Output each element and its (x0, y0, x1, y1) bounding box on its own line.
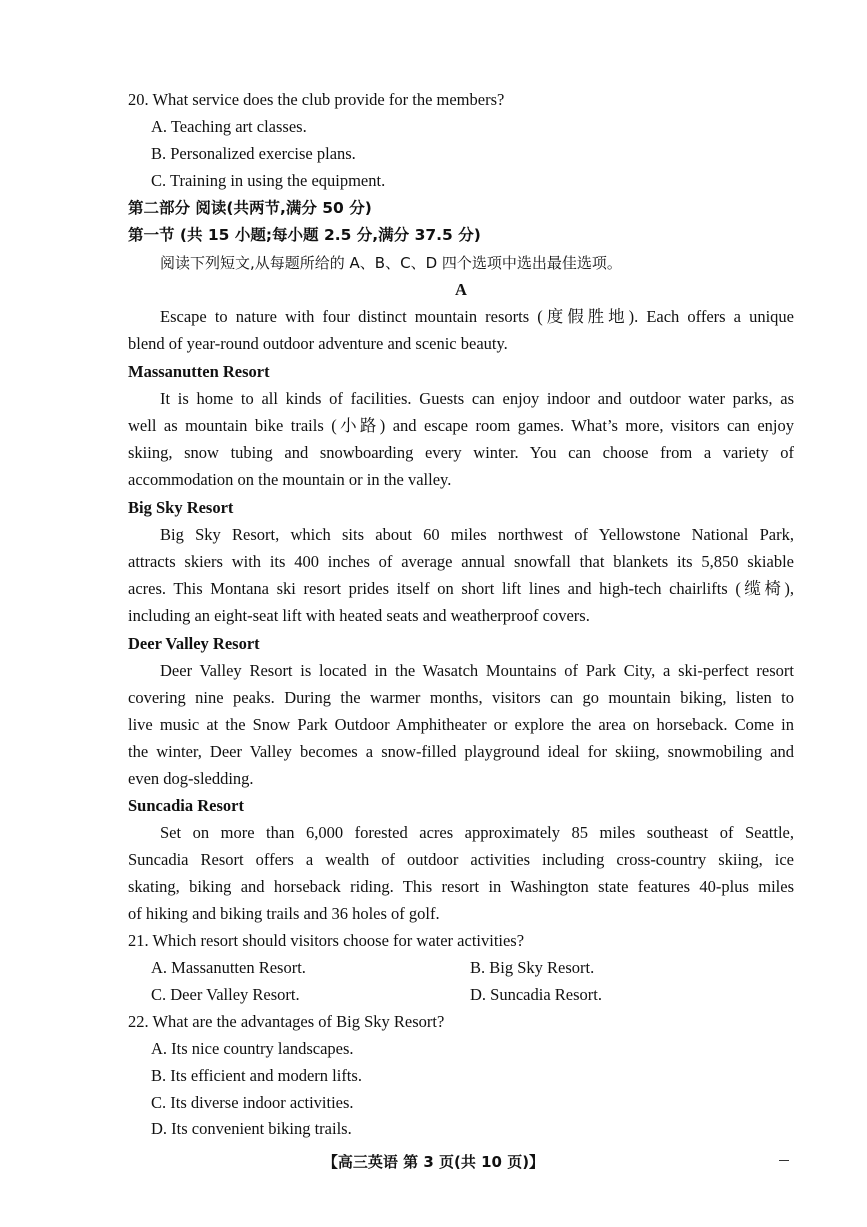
deer-valley-line-1: Deer Valley Resort is located in the Wasatch Mountains of Park City, a ski-perfect resort (160, 661, 794, 680)
big-sky-line-4: including an eight-seat lift with heated seats and weatherproof covers. (128, 606, 590, 625)
q21-option-b: B. Big Sky Resort. (470, 958, 595, 977)
big-sky-line-3: acres. This Montana ski resort prides itself on short lift lines and high-tech chairlifts (缆椅), (128, 579, 794, 598)
intro-line-2: blend of year-round outdoor adventure and scenic beauty. (128, 334, 508, 353)
massanutten-line-4: accommodation on the mountain or in the valley. (128, 470, 452, 489)
suncadia-line-3: skating, biking and horseback riding. This resort in Washington state features 40-plus miles (128, 877, 794, 896)
suncadia-line-4: of hiking and biking trails and 36 holes of golf. (128, 904, 440, 923)
passage-letter: A (455, 280, 467, 299)
q20-option-b: B. Personalized exercise plans. (151, 144, 356, 163)
part2-heading: 第二部分 阅读(共两节,满分 50 分) (128, 199, 372, 217)
deer-valley-line-2: covering nine peaks. During the warmer months, visitors can go mountain biking, listen to (128, 688, 794, 707)
suncadia-line-1: Set on more than 6,000 forested acres approximately 85 miles southeast of Seattle, (160, 823, 794, 842)
q22-option-a: A. Its nice country landscapes. (151, 1039, 354, 1058)
deer-valley-line-4: the winter, Deer Valley becomes a snow-filled playground ideal for skiing, snowmobiling and (128, 742, 794, 761)
q22-option-d: D. Its convenient biking trails. (151, 1119, 352, 1138)
q20-option-a: A. Teaching art classes. (151, 117, 307, 136)
q21-option-d: D. Suncadia Resort. (470, 985, 602, 1004)
intro-line-1: Escape to nature with four distinct mountain resorts (度假胜地). Each offers a unique (160, 307, 794, 326)
section1-heading: 第一节 (共 15 小题;每小题 2.5 分,满分 37.5 分) (128, 226, 481, 244)
reading-instruction: 阅读下列短文,从每题所给的 A、B、C、D 四个选项中选出最佳选项。 (160, 254, 622, 272)
corner-mark (779, 1160, 789, 1161)
q21-option-a: A. Massanutten Resort. (151, 958, 306, 977)
q22-option-b: B. Its efficient and modern lifts. (151, 1066, 362, 1085)
q20-option-c: C. Training in using the equipment. (151, 171, 386, 190)
q22-option-c: C. Its diverse indoor activities. (151, 1093, 354, 1112)
massanutten-line-1: It is home to all kinds of facilities. Guests can enjoy indoor and outdoor water parks, as (160, 389, 794, 408)
deer-valley-line-3: live music at the Snow Park Outdoor Amphitheater or explore the area on horseback. Come in (128, 715, 794, 734)
big-sky-line-1: Big Sky Resort, which sits about 60 miles northwest of Yellowstone National Park, (160, 525, 794, 544)
resort-heading-big-sky: Big Sky Resort (128, 498, 234, 517)
suncadia-line-2: Suncadia Resort offers a wealth of outdoor activities including cross-country skiing, ice (128, 850, 794, 869)
page-footer: 【高三英语 第 3 页(共 10 页)】 (322, 1153, 545, 1171)
big-sky-line-2: attracts skiers with its 400 inches of average annual snowfall that blankets its 5,850 skiable (128, 552, 794, 571)
q21-option-c: C. Deer Valley Resort. (151, 985, 300, 1004)
resort-heading-suncadia: Suncadia Resort (128, 796, 244, 815)
q21-stem: 21. Which resort should visitors choose for water activities? (128, 931, 525, 950)
q20-stem: 20. What service does the club provide for the members? (128, 90, 505, 109)
q22-stem: 22. What are the advantages of Big Sky Resort? (128, 1012, 445, 1031)
resort-heading-deer-valley: Deer Valley Resort (128, 634, 260, 653)
deer-valley-line-5: even dog-sledding. (128, 769, 254, 788)
massanutten-line-2: well as mountain bike trails (小路) and escape room games. What’s more, visitors can enjoy (128, 416, 794, 435)
resort-heading-massanutten: Massanutten Resort (128, 362, 270, 381)
massanutten-line-3: skiing, snow tubing and snowboarding every winter. You can choose from a variety of (128, 443, 794, 462)
